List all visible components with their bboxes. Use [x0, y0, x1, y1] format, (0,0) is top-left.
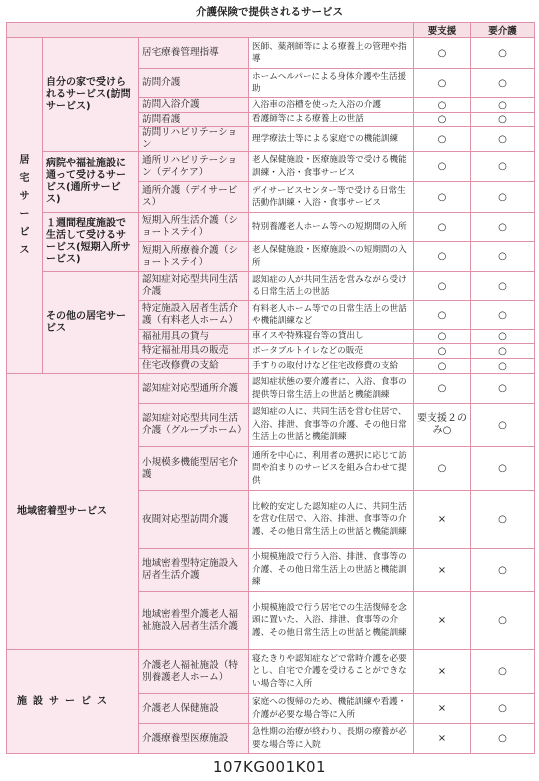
support-mark: ○ [414, 182, 471, 213]
care-mark: ○ [471, 650, 535, 694]
service-desc: 理学療法士等による家庭での機能訓練 [249, 127, 414, 152]
service-desc: 入浴車の浴槽を使った入浴の介護 [249, 98, 414, 113]
care-mark: ○ [471, 69, 535, 98]
category-home: 居 宅 サ ー ビ ス [7, 38, 43, 374]
service-desc: 手すりの取付けなど住宅改修費の支給 [249, 359, 414, 374]
service-desc: ホームヘルパーによる身体介護や生活援助 [249, 69, 414, 98]
subcat-shortstay: １週間程度施設で生活して受けるサービス(短期入所サービス) [43, 213, 139, 272]
service-name: 通所介護（デイサービス） [139, 182, 249, 213]
care-mark: ○ [471, 694, 535, 724]
document-code: 107KG001K01 [212, 758, 327, 776]
service-desc: デイサービスセンター等で受ける日常生活動作訓練・入浴・食事サービス [249, 182, 414, 213]
care-mark: ○ [471, 491, 535, 549]
service-name: 福祉用具の貸与 [139, 330, 249, 344]
support-mark: ○ [414, 330, 471, 344]
support-mark: × [414, 694, 471, 724]
care-mark: ○ [471, 404, 535, 447]
care-mark: ○ [471, 549, 535, 592]
service-name: 介護老人福祉施設（特別養護老人ホーム） [139, 650, 249, 694]
service-name: 居宅療養管理指導 [139, 38, 249, 69]
support-mark: ○ [414, 127, 471, 152]
service-name: 認知症対応型共同生活介護 [139, 272, 249, 301]
service-desc: 特別養護老人ホーム等への短期間の入所 [249, 213, 414, 242]
support-mark: ○ [414, 344, 471, 359]
category-facility: 施設サービス [7, 650, 139, 754]
subcat-home-visit: 自分の家で受けられるサービス(訪問サービス) [43, 38, 139, 152]
service-desc: 認知症の人に、共同生活を営む住居で、入浴、排泄、食事等の介護、その他日常生活上の世話と機能訓練 [249, 404, 414, 447]
service-desc: 老人保健施設・医療施設への短期間の入所 [249, 242, 414, 272]
service-name: 訪問入浴介護 [139, 98, 249, 113]
care-mark: ○ [471, 152, 535, 182]
support-mark: ○ [414, 69, 471, 98]
care-mark: ○ [471, 127, 535, 152]
service-desc: ポータブルトイレなどの販売 [249, 344, 414, 359]
service-name: 小規模多機能型居宅介護 [139, 447, 249, 491]
service-desc: 比較的安定した認知症の人に、共同生活を営む住居で、入浴、排泄、食事等の介護、その他日常生活上の世話と機能訓練 [249, 491, 414, 549]
service-desc: 小規模施設で行う居宅での生活復帰を念頭に置いた、入浴、排泄、食事等の介護、その他日常生活上の世話と機能訓練 [249, 592, 414, 650]
table-row [7, 650, 535, 694]
care-mark: ○ [471, 724, 535, 754]
services-table [6, 22, 535, 754]
service-desc: 医師、薬剤師等による療養上の管理や指導 [249, 38, 414, 69]
care-mark: ○ [471, 330, 535, 344]
service-name: 訪問リハビリテーション [139, 127, 249, 152]
support-mark: ○ [414, 152, 471, 182]
service-name: 短期入所療養介護（ショートステイ） [139, 242, 249, 272]
subcat-day: 病院や福祉施設に通って受けるサービス(通所サービス) [43, 152, 139, 213]
care-mark: ○ [471, 213, 535, 242]
care-mark: ○ [471, 301, 535, 330]
table-row [7, 374, 535, 404]
table-row [7, 38, 535, 69]
support-mark: 要支援２のみ○ [414, 404, 471, 447]
table-row [7, 152, 535, 182]
support-mark: × [414, 650, 471, 694]
support-mark: ○ [414, 98, 471, 113]
support-mark: ○ [414, 242, 471, 272]
support-mark: × [414, 549, 471, 592]
service-desc: 認知症状態の要介護者に、入浴、食事の提供等日常生活上の世話と機能訓練 [249, 374, 414, 404]
support-mark: ○ [414, 374, 471, 404]
service-name: 特定施設入居者生活介護（有料老人ホーム） [139, 301, 249, 330]
care-mark: ○ [471, 182, 535, 213]
care-mark: ○ [471, 113, 535, 127]
subcat-other: その他の居宅サービス [43, 272, 139, 374]
care-mark: ○ [471, 98, 535, 113]
service-name: 訪問介護 [139, 69, 249, 98]
service-name: 夜間対応型訪問介護 [139, 491, 249, 549]
service-name: 短期入所生活介護（ショートステイ） [139, 213, 249, 242]
page-title: 介護保険で提供されるサービス [196, 6, 343, 18]
service-name: 介護療養型医療施設 [139, 724, 249, 754]
support-mark: ○ [414, 447, 471, 491]
support-mark: × [414, 491, 471, 549]
care-mark: ○ [471, 38, 535, 69]
service-desc: 老人保健施設・医療施設等で受ける機能訓練・入浴・食事サービス [249, 152, 414, 182]
service-name: 介護老人保健施設 [139, 694, 249, 724]
service-desc: 看護師等による療養上の世話 [249, 113, 414, 127]
support-mark: × [414, 724, 471, 754]
table-row [7, 272, 535, 301]
support-mark: ○ [414, 38, 471, 69]
service-name: 通所リハビリテーション（デイケア） [139, 152, 249, 182]
service-name: 地域密着型介護老人福祉施設入居者生活介護 [139, 592, 249, 650]
support-mark: ○ [414, 113, 471, 127]
service-desc: 急性期の治療が終わり、長期の療養が必要な場合等に入院 [249, 724, 414, 754]
service-desc: 家庭への復帰のため、機能訓練や看護・介護が必要な場合等に入所 [249, 694, 414, 724]
service-desc: 車イスや特殊寝台等の貸出し [249, 330, 414, 344]
service-name: 認知症対応型共同生活介護（グループホーム） [139, 404, 249, 447]
service-desc: 認知症の人が共同生活を営みながら受ける日常生活上の世話 [249, 272, 414, 301]
header-support: 要支援 [414, 23, 471, 38]
service-desc: 通所を中心に、利用者の選択に応じて訪問や泊まりのサービスを組み合わせて提供 [249, 447, 414, 491]
care-mark: ○ [471, 344, 535, 359]
care-mark: ○ [471, 374, 535, 404]
support-mark: ○ [414, 272, 471, 301]
category-community: 地域密着型サービス [7, 374, 139, 650]
service-name: 住宅改修費の支給 [139, 359, 249, 374]
care-mark: ○ [471, 447, 535, 491]
service-name: 認知症対応型通所介護 [139, 374, 249, 404]
service-desc: 小規模施設で行う入浴、排泄、食事等の介護、その他日常生活上の世話と機能訓練 [249, 549, 414, 592]
care-mark: ○ [471, 359, 535, 374]
care-mark: ○ [471, 592, 535, 650]
service-name: 訪問看護 [139, 113, 249, 127]
service-desc: 有料老人ホーム等での日常生活上の世話や機能訓練など [249, 301, 414, 330]
care-mark: ○ [471, 272, 535, 301]
service-name: 地域密着型特定施設入居者生活介護 [139, 549, 249, 592]
header-row [7, 23, 535, 38]
support-mark: ○ [414, 213, 471, 242]
support-mark: × [414, 592, 471, 650]
support-mark: ○ [414, 359, 471, 374]
service-desc: 寝たきりや認知症などで常時介護を必要とし、自宅で介護を受けることができない場合等に入所 [249, 650, 414, 694]
service-name: 特定福祉用具の販売 [139, 344, 249, 359]
header-care: 要介護 [471, 23, 535, 38]
table-row [7, 213, 535, 242]
header-blank [7, 23, 414, 38]
care-mark: ○ [471, 242, 535, 272]
support-mark: ○ [414, 301, 471, 330]
